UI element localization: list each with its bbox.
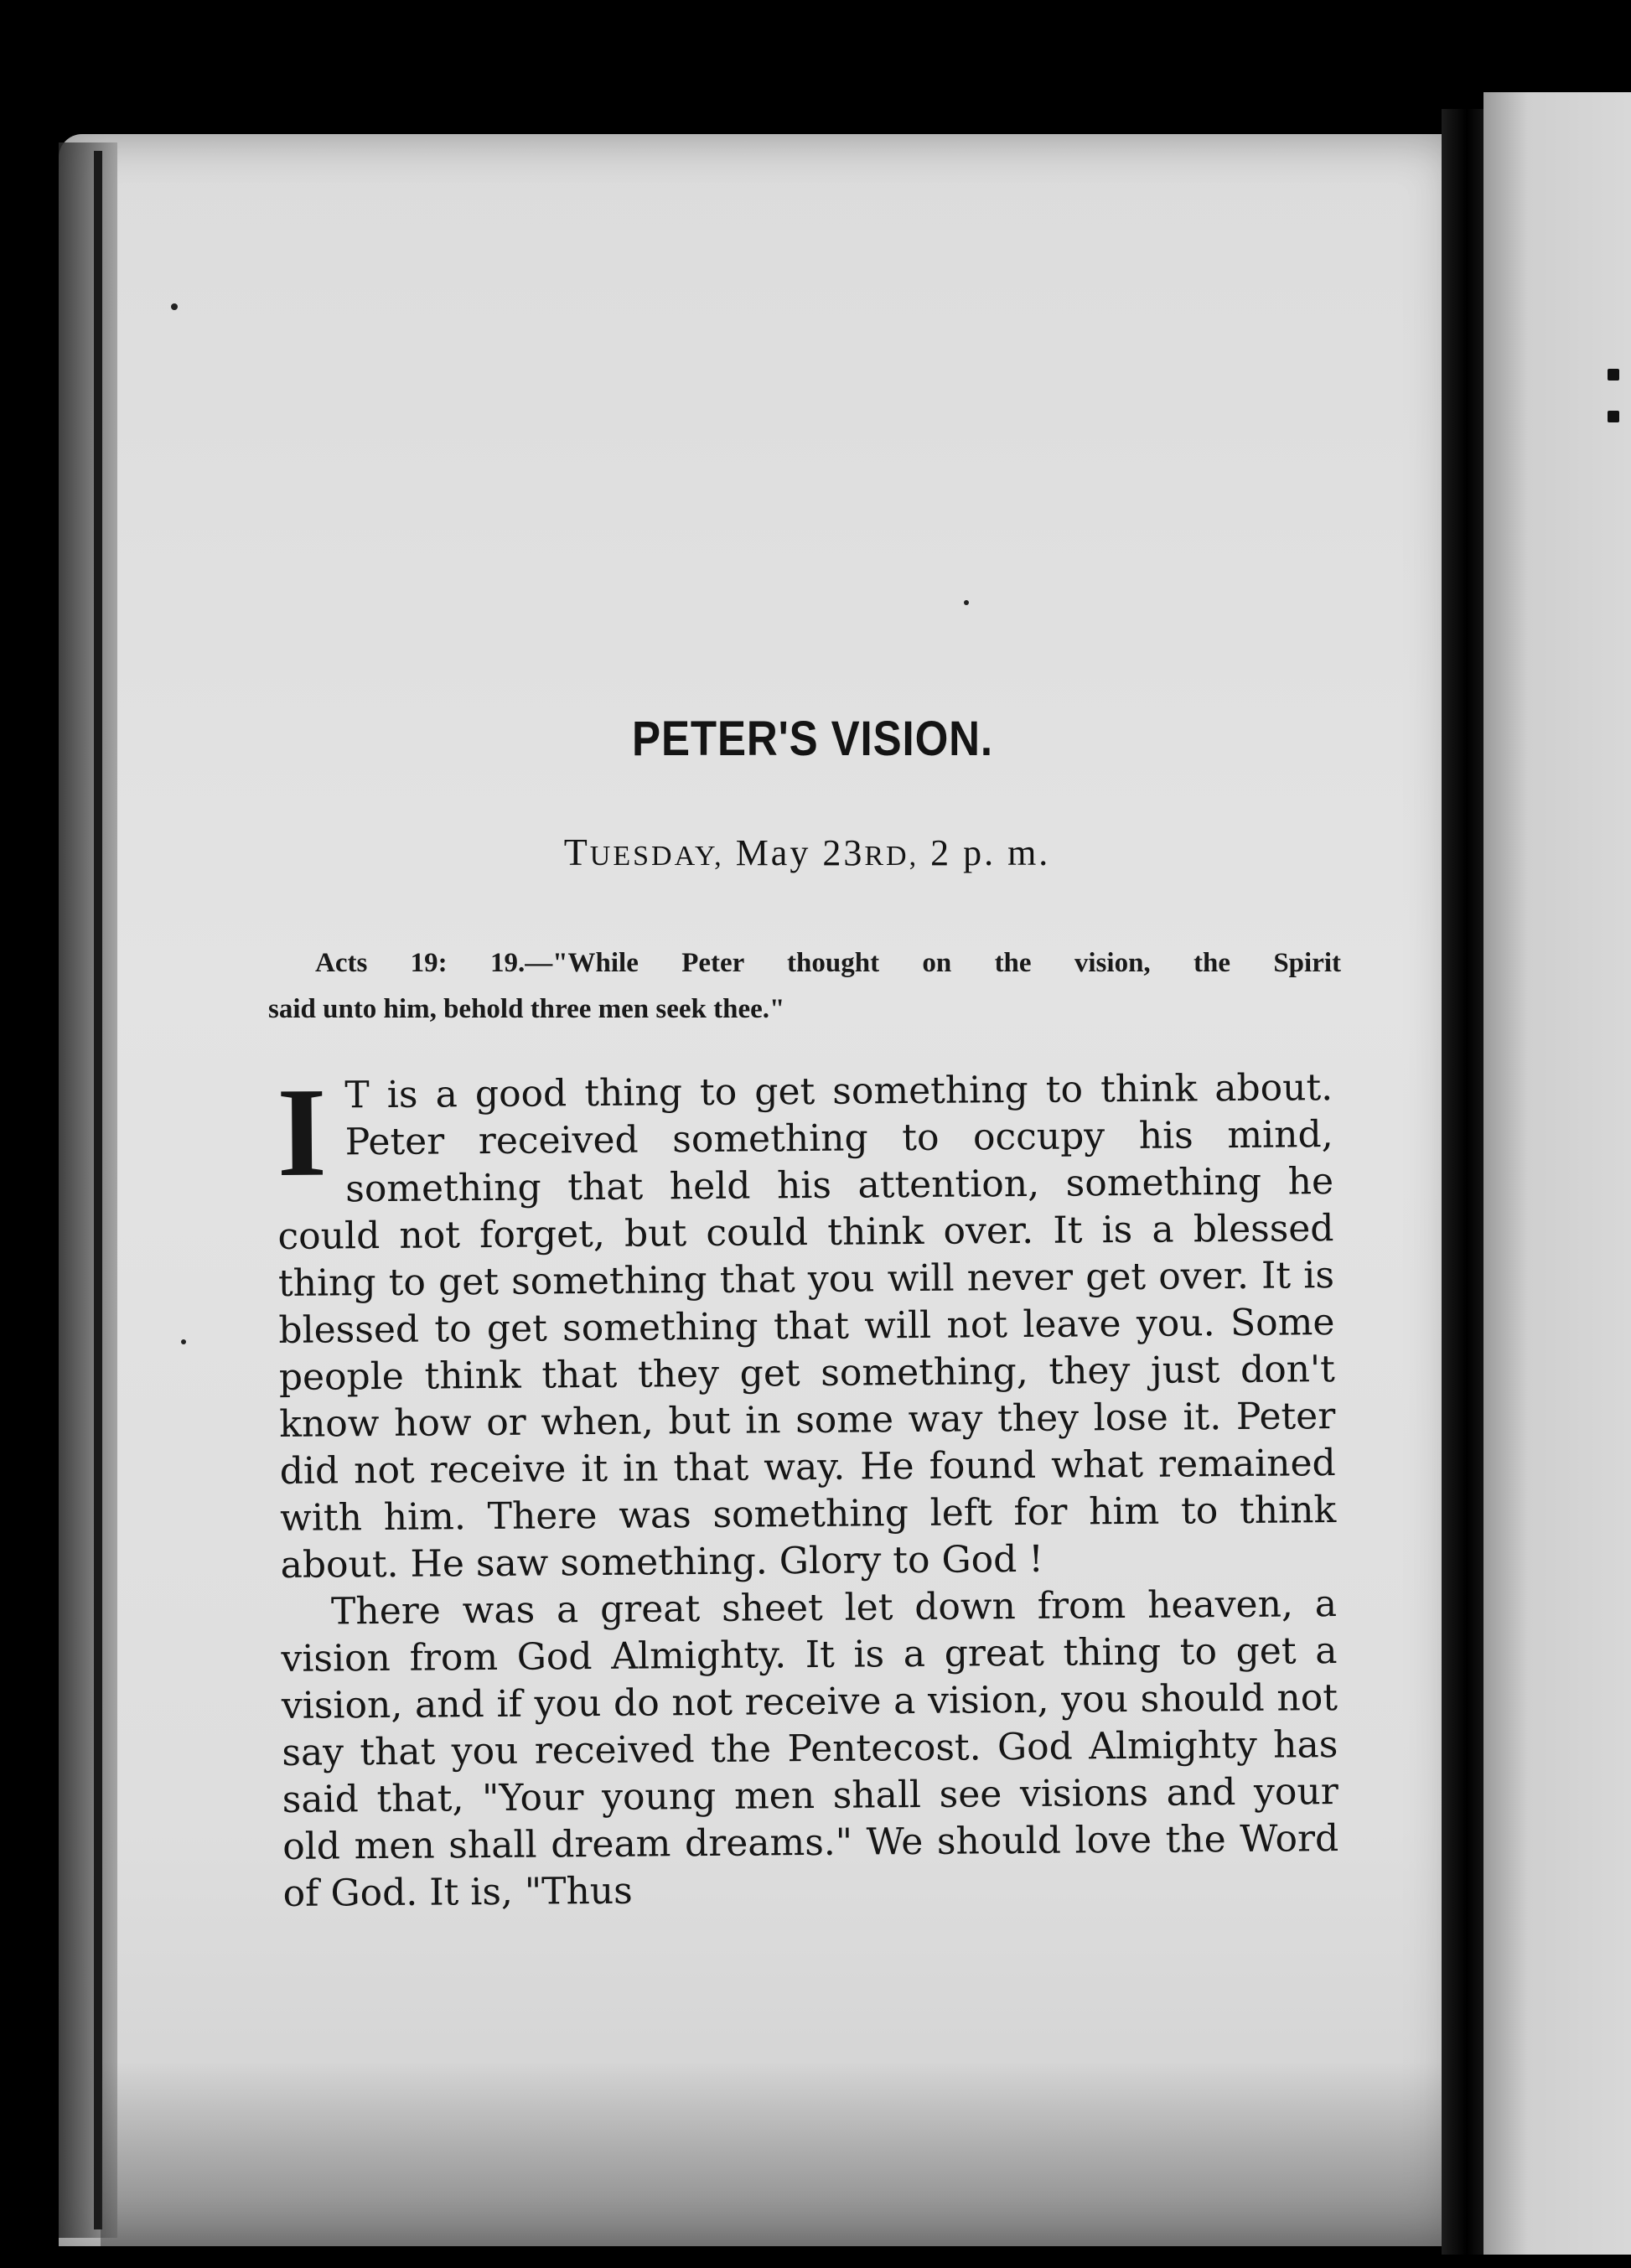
scripture-epigraph: [268, 940, 1341, 1033]
body-paragraph: [276, 1061, 1337, 1589]
chapter-title: PETER'S VISION.: [632, 712, 993, 766]
epigraph-line: said unto him, behold three men seek thee.": [268, 994, 785, 1024]
paragraph-text: There was a great sheet let down from heaven, a vision from God Almighty. It is a great thing to get a vision, and if you do not receive a vision, you should not say that you received the Pentecost. God Almighty has said that, "Your young men shall see visions and your old men shall dream dreams." We should love the Word of God. It is, "Thus: [281, 1582, 1339, 1915]
dateline-time: 2 p. m.: [930, 832, 1051, 873]
sermon-body: [276, 1061, 1339, 1918]
dateline-month-day: May 23: [735, 832, 865, 873]
epigraph-line: Acts 19: 19.—"While Peter thought on the vision, the Spirit: [315, 948, 1341, 978]
dateline-ordinal: RD,: [864, 841, 919, 872]
sermon-dateline: [0, 830, 1623, 874]
drop-cap: I: [276, 1061, 328, 1203]
dateline-day-initial: T: [563, 831, 590, 873]
body-paragraph: [281, 1581, 1339, 1918]
paragraph-text: T is a good thing to get something to think about. Peter received something to occupy his mind, something that held his attention, something he could not forget, but could think over. It is a blessed thing to get something that you will never get over. It is blessed to get something that will not leave you. Some people think that they get something, they just don't know how or when, but in some way they lose it. Peter did not receive it in that way. He found what remained with him. There was something left for him to think about. He saw something. Glory to God !: [277, 1066, 1337, 1587]
dateline-day-rest: UESDAY,: [589, 841, 724, 872]
